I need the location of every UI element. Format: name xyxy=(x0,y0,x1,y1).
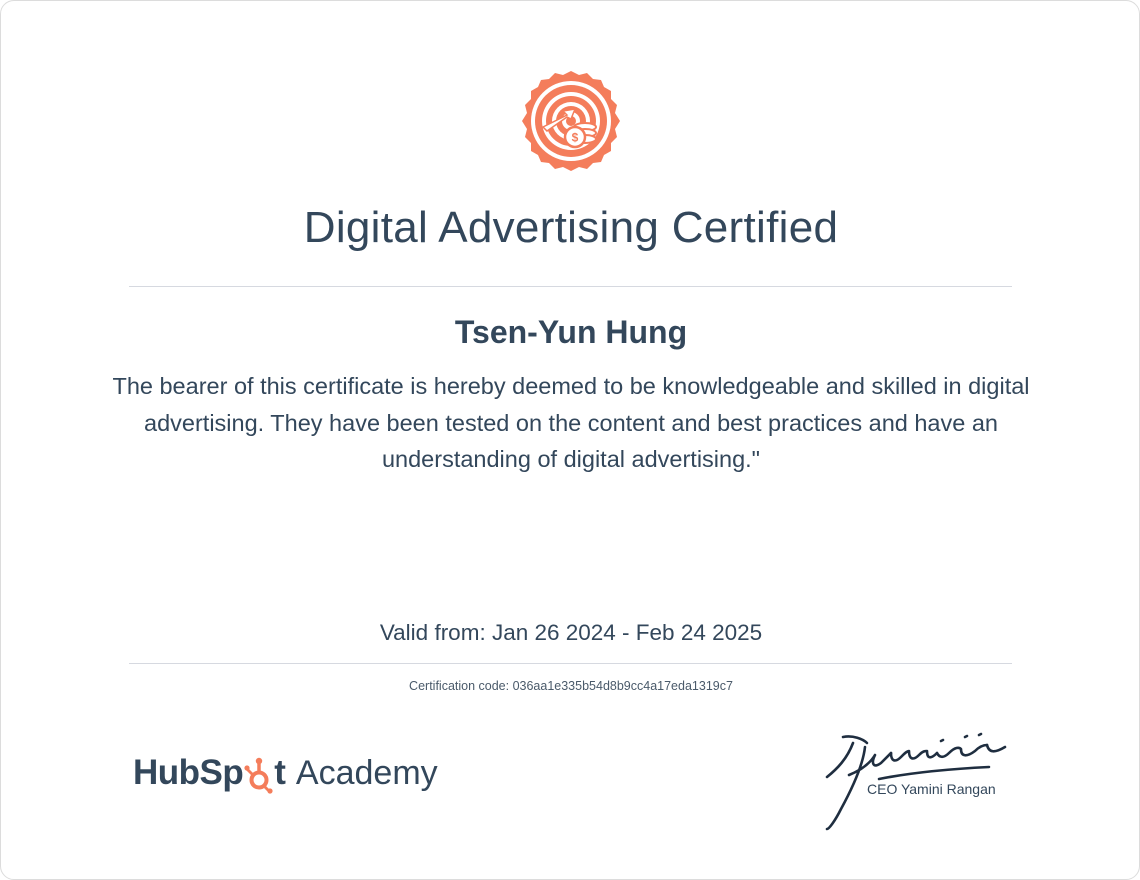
logo-hub-text: HubSp xyxy=(133,753,244,792)
certification-code: Certification code: 036aa1e335b54d8b9cc4a17eda1319c7 xyxy=(409,679,733,693)
logo-academy-text: Academy xyxy=(295,754,438,792)
signature-caption: CEO Yamini Rangan xyxy=(867,781,996,797)
validity-dates: Valid from: Jan 26 2024 - Feb 24 2025 xyxy=(379,620,763,645)
svg-text:$: $ xyxy=(571,130,579,145)
certification-badge-icon xyxy=(519,69,623,173)
certificate-title: Digital Advertising Certified xyxy=(303,203,839,252)
top-divider xyxy=(129,286,1012,287)
recipient-name: Tsen-Yun Hung xyxy=(454,314,688,350)
logo-t-text: t xyxy=(274,753,286,792)
hubspot-academy-logo xyxy=(133,749,438,797)
bottom-divider xyxy=(129,663,1012,664)
sprocket-icon xyxy=(244,756,274,794)
certificate-description: The bearer of this certificate is hereby deemed to be knowledgeable and skilled in digital advertising. They have been tested on the content and best practices and have an understanding of digital advertising." xyxy=(112,373,1030,472)
